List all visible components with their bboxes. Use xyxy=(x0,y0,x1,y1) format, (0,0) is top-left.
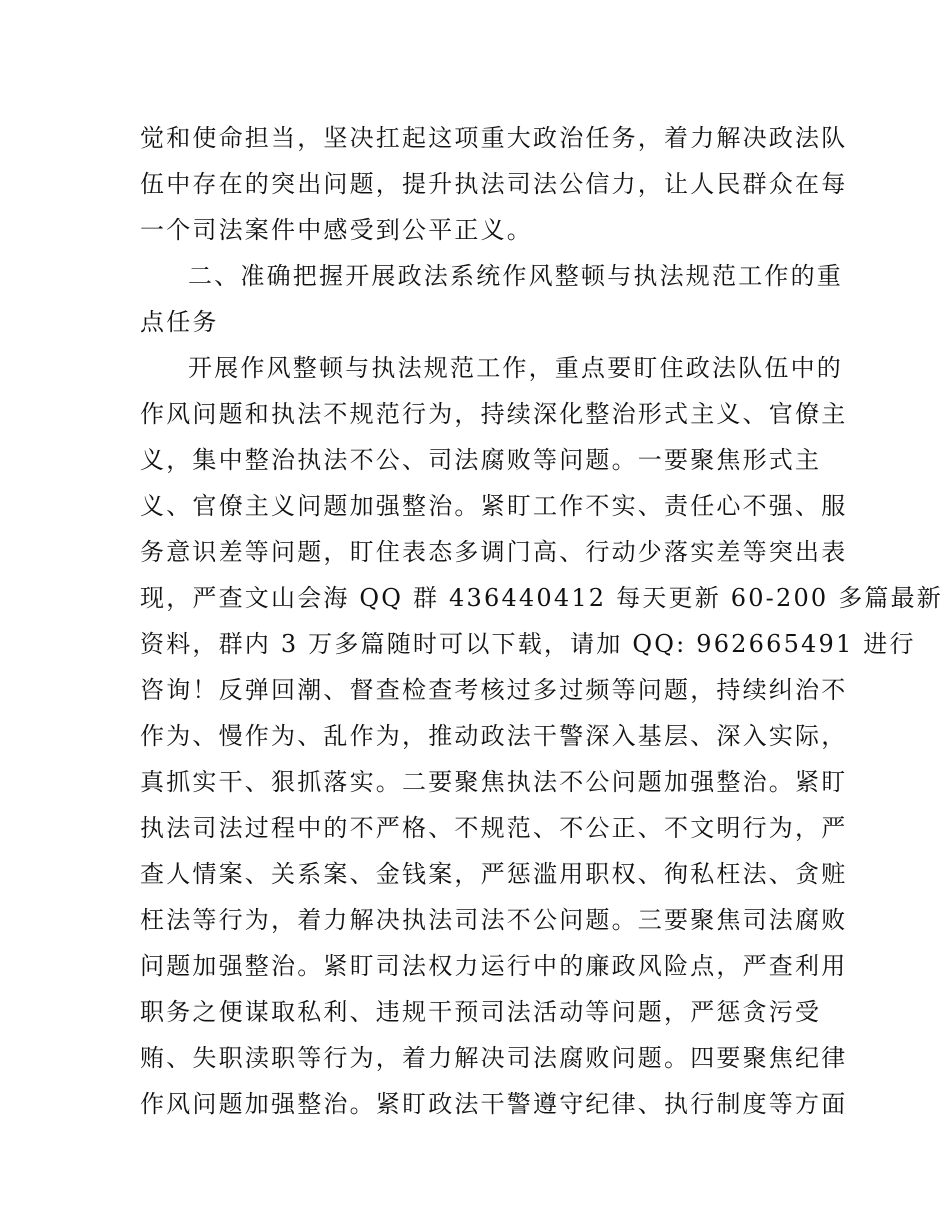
paragraph-line: 资料，群内 3 万多篇随时可以下载，请加 QQ: 962665491 进行 xyxy=(140,630,916,658)
document-body xyxy=(140,115,944,1127)
paragraph-line: 职务之便谋取私利、违规干预司法活动等问题，严惩贪污受 xyxy=(140,998,822,1026)
paragraph-line: 执法司法过程中的不严格、不规范、不公正、不文明行为，严 xyxy=(140,814,848,842)
paragraph-line: 作为、慢作为、乱作为，推动政法干警深入基层、深入实际， xyxy=(140,722,848,750)
paragraph-line: 伍中存在的突出问题，提升执法司法公信力，让人民群众在每 xyxy=(140,170,848,198)
paragraph-line: 作风问题加强整治。紧盯政法干警遵守纪律、执行制度等方面 xyxy=(140,1090,848,1118)
paragraph-line: 贿、失职渎职等行为，着力解决司法腐败问题。四要聚焦纪律 xyxy=(140,1044,848,1072)
paragraph-line: 务意识差等问题，盯住表态多调门高、行动少落实差等突出表 xyxy=(140,538,848,566)
paragraph-line: 问题加强整治。紧盯司法权力运行中的廉政风险点，严查利用 xyxy=(140,952,848,980)
paragraph-line: 咨询！反弹回潮、督查检查考核过多过频等问题，持续纠治不 xyxy=(140,676,848,704)
paragraph-line: 觉和使命担当，坚决扛起这项重大政治任务，着力解决政法队 xyxy=(140,124,848,152)
paragraph-line: 现，严查文山会海 QQ 群 436440412 每天更新 60-200 多篇最新 xyxy=(140,584,944,612)
paragraph-line: 义，集中整治执法不公、司法腐败等问题。一要聚焦形式主 xyxy=(140,446,822,474)
paragraph-line: 开展作风整顿与执法规范工作，重点要盯住政法队伍中的 xyxy=(188,354,843,382)
section-heading-line: 点任务 xyxy=(140,308,219,336)
paragraph-line: 义、官僚主义问题加强整治。紧盯工作不实、责任心不强、服 xyxy=(140,492,848,520)
section-heading-line: 二、准确把握开展政法系统作风整顿与执法规范工作的重 xyxy=(188,262,843,290)
paragraph-line: 一个司法案件中感受到公平正义。 xyxy=(140,216,533,244)
paragraph-line: 枉法等行为，着力解决执法司法不公问题。三要聚焦司法腐败 xyxy=(140,906,848,934)
paragraph-line: 作风问题和执法不规范行为，持续深化整治形式主义、官僚主 xyxy=(140,400,848,428)
paragraph-line: 查人情案、关系案、金钱案，严惩滥用职权、徇私枉法、贪赃 xyxy=(140,860,848,888)
paragraph-line: 真抓实干、狠抓落实。二要聚焦执法不公问题加强整治。紧盯 xyxy=(140,768,848,796)
